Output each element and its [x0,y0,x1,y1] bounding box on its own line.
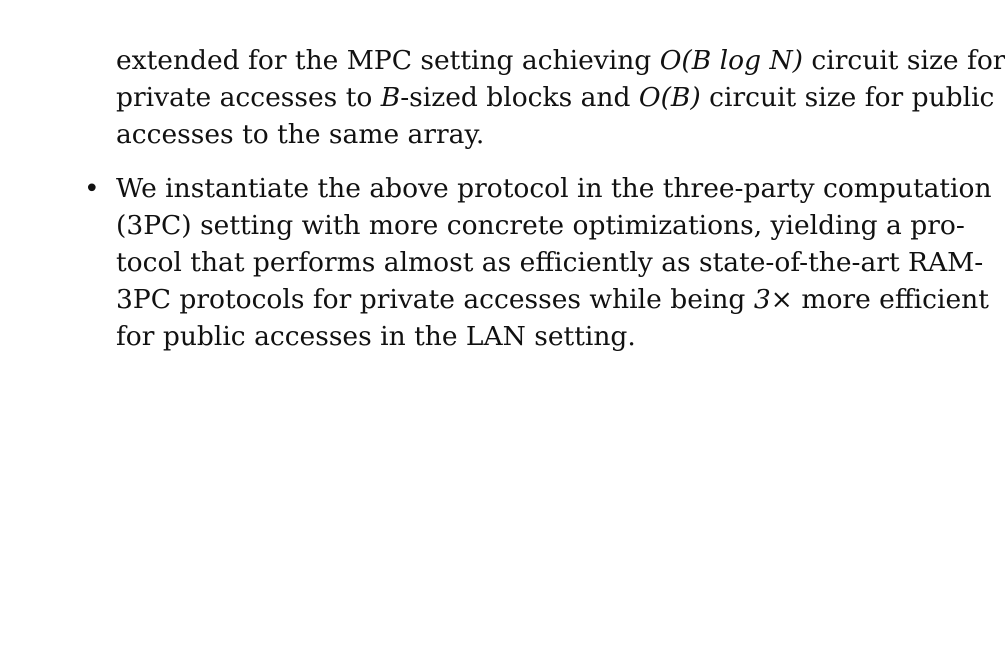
text-segment: private accesses to [116,82,381,113]
bullet-line-3: tocol that performs almost as efficiently as state-of-the-art RAM- [116,247,984,278]
math-inline: O(B log N) [659,45,803,76]
text-segment: 3PC protocols for private accesses while being [116,284,754,315]
text-segment: -sized blocks and [400,82,639,113]
math-inline: 3× [753,284,793,315]
bullet-symbol: • [84,173,100,204]
bullet-line-4 [116,281,989,318]
text-segment: circuit size for public [700,82,995,113]
paragraph-line-2 [116,79,995,116]
math-inline: O(B) [638,82,701,113]
math-inline: B [380,82,401,113]
bullet-line-5: for public accesses in the LAN setting. [116,321,636,352]
text-segment: circuit size for [803,45,1005,76]
bullet-line-1: We instantiate the above protocol in the three-party computation [116,173,992,204]
paragraph-line-3: accesses to the same array. [116,119,485,150]
text-segment: more efficient [792,284,989,315]
text-segment: extended for the MPC setting achieving [116,45,660,76]
bullet-line-2: (3PC) setting with more concrete optimizations, yielding a pro- [116,210,965,241]
paragraph-line-1 [116,42,1005,79]
